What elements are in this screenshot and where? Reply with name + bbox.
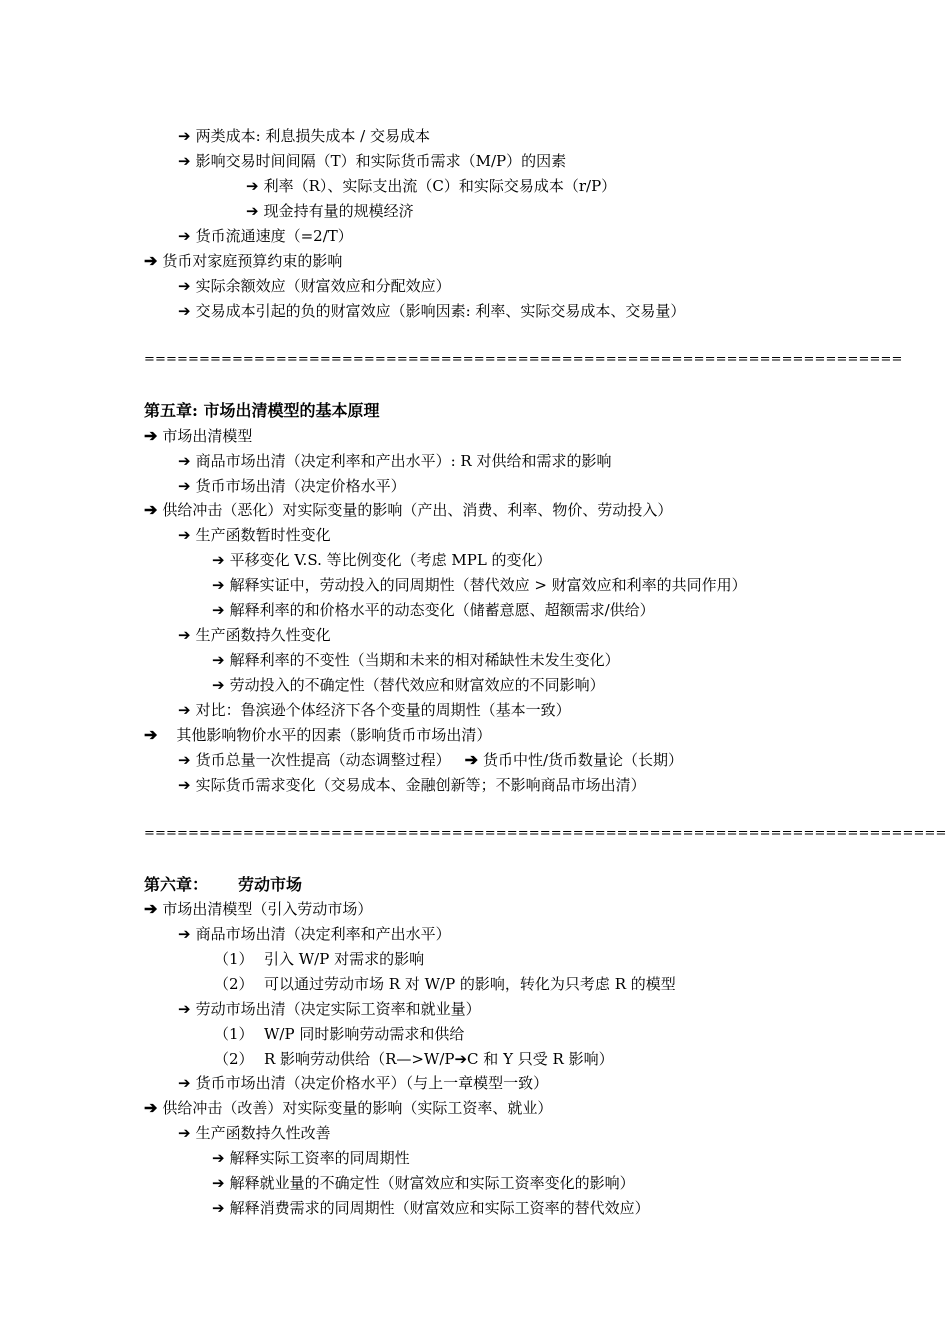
- arrow-icon: ➔: [178, 152, 191, 170]
- line-text: 利率（R）、实际支出流（C）和实际交易成本（r/P）: [263, 177, 617, 195]
- line-text: 现金持有量的规模经济: [263, 202, 414, 220]
- line-text: 货币市场出清（决定价格水平）: [195, 477, 406, 495]
- line-text: 劳动投入的不确定性（替代效应和财富效应的不同影响）: [229, 676, 605, 694]
- line-text: 解释消费需求的同周期性（财富效应和实际工资率的替代效应）: [229, 1199, 650, 1217]
- separator: =========================================================================: [144, 826, 947, 841]
- line-text: 市场出清模型（引入劳动市场）: [162, 900, 373, 918]
- arrow-icon: ➔: [178, 1124, 191, 1142]
- line-text: 生产函数暂时性变化: [195, 526, 331, 544]
- line-text: 解释实证中，劳动投入的同周期性（替代效应 > 财富效应和利率的共同作用）: [229, 576, 747, 594]
- arrow-icon: ➔: [212, 1199, 225, 1217]
- line: [178, 1073, 548, 1093]
- arrow-icon: ➔: [144, 251, 158, 270]
- line: [144, 1098, 552, 1118]
- line-text: W/P 同时影响劳动需求和供给: [264, 1025, 465, 1043]
- line: [144, 500, 672, 520]
- line-text: 商品市场出清（决定利率和产出水平）: [195, 925, 451, 943]
- arrow-icon: ➔: [246, 177, 259, 195]
- arrow-icon: ➔: [212, 601, 225, 619]
- line-text: 实际货币需求变化（交易成本、金融创新等；不影响商品市场出清）: [195, 776, 646, 794]
- arrow-icon: ➔: [464, 750, 478, 769]
- line: [144, 426, 252, 446]
- line: [178, 151, 566, 171]
- line: [178, 775, 646, 795]
- arrow-icon: ➔: [212, 551, 225, 569]
- line: [178, 476, 406, 496]
- line: [212, 550, 552, 570]
- arrow-icon: ➔: [144, 1098, 158, 1117]
- chapter-title: 第五章: 市场出清模型的基本原理: [144, 401, 380, 420]
- line: [178, 924, 451, 944]
- line: [212, 1148, 410, 1168]
- line-text: 解释实际工资率的同周期性: [229, 1149, 410, 1167]
- chapter-title: [144, 875, 302, 895]
- arrow-icon: ➔: [212, 1174, 225, 1192]
- arrow-icon: ➔: [212, 651, 225, 669]
- line-text: 市场出清模型: [162, 427, 253, 445]
- line-text: 可以通过劳动市场 R 对 W/P 的影响，转化为只考虑 R 的模型: [264, 975, 676, 993]
- line: [178, 126, 430, 146]
- line-text: 交易成本引起的负的财富效应（影响因素: 利率、实际交易成本、交易量）: [195, 302, 686, 320]
- separator: =====================================================================: [144, 352, 903, 367]
- line: [212, 1198, 650, 1218]
- line: [144, 251, 342, 271]
- line: [212, 575, 747, 595]
- line: [144, 725, 491, 745]
- arrow-icon: ➔: [212, 1149, 225, 1167]
- arrow-icon: ➔: [178, 925, 191, 943]
- list-number: （2）: [214, 975, 254, 993]
- line-text: 影响交易时间间隔（T）和实际货币需求（M/P）的因素: [195, 152, 567, 170]
- line: [212, 1173, 635, 1193]
- line-text: 货币对家庭预算约束的影响: [162, 252, 343, 270]
- line: [212, 600, 655, 620]
- line: [178, 1123, 331, 1143]
- line-text: 供给冲击（恶化）对实际变量的影响（产出、消费、利率、物价、劳动投入）: [162, 501, 673, 519]
- line-text: 货币流通速度（=2/T）: [195, 227, 353, 245]
- line-text: 商品市场出清（决定利率和产出水平）: R 对供给和需求的影响: [195, 452, 612, 470]
- arrow-icon: ➔: [212, 676, 225, 694]
- line-text: 解释利率的和价格水平的动态变化（储蓄意愿、超额需求/供给）: [229, 601, 655, 619]
- line: [178, 276, 451, 296]
- arrow-icon: ➔: [144, 426, 158, 445]
- line-text: 其他影响物价水平的因素（影响货币市场出清）: [176, 726, 492, 744]
- line: [246, 176, 616, 196]
- line-text: 劳动市场出清（决定实际工资率和就业量）: [195, 1000, 481, 1018]
- line: [178, 525, 331, 545]
- line: [246, 201, 414, 221]
- line: [178, 301, 685, 321]
- line-text: 生产函数持久性变化: [195, 626, 331, 644]
- line: [178, 750, 683, 770]
- arrow-icon: ➔: [178, 227, 191, 245]
- line: [214, 1049, 614, 1069]
- line: [178, 999, 481, 1019]
- list-number: （1）: [214, 950, 254, 968]
- line-text: 货币市场出清（决定价格水平）（与上一章模型一致）: [195, 1074, 549, 1092]
- arrow-icon: ➔: [178, 127, 191, 145]
- arrow-icon: ➔: [178, 1000, 191, 1018]
- line-text: 解释就业量的不确定性（财富效应和实际工资率变化的影响）: [229, 1174, 635, 1192]
- arrow-icon: ➔: [178, 452, 191, 470]
- line-text: R 影响劳动供给（R—>W/P➔C 和 Y 只受 R 影响）: [264, 1050, 614, 1068]
- arrow-icon: ➔: [212, 576, 225, 594]
- chapter-title-label: 第六章：: [144, 875, 209, 894]
- arrow-icon: ➔: [178, 477, 191, 495]
- arrow-icon: ➔: [178, 626, 191, 644]
- arrow-icon: ➔: [178, 701, 191, 719]
- arrow-icon: ➔: [144, 500, 158, 519]
- arrow-icon: ➔: [178, 526, 191, 544]
- arrow-icon: ➔: [144, 725, 158, 744]
- line: [214, 974, 676, 994]
- line-text: 供给冲击（改善）对实际变量的影响（实际工资率、就业）: [162, 1099, 553, 1117]
- line: [214, 1024, 464, 1044]
- arrow-icon: ➔: [178, 1074, 191, 1092]
- arrow-icon: ➔: [178, 277, 191, 295]
- list-number: （2）: [214, 1050, 254, 1068]
- arrow-icon: ➔: [246, 202, 259, 220]
- line-text: 两类成本: 利息损失成本 / 交易成本: [195, 127, 430, 145]
- list-number: （1）: [214, 1025, 254, 1043]
- arrow-icon: ➔: [178, 776, 191, 794]
- line-text: 解释利率的不变性（当期和未来的相对稀缺性未发生变化）: [229, 651, 620, 669]
- line-text: 实际余额效应（财富效应和分配效应）: [195, 277, 451, 295]
- line-text: 平移变化 V.S. 等比例变化（考虑 MPL 的变化）: [229, 551, 552, 569]
- line: [212, 650, 620, 670]
- line: [212, 675, 605, 695]
- line: [178, 625, 331, 645]
- line-text: 对比：鲁滨逊个体经济下各个变量的周期性（基本一致）: [195, 701, 571, 719]
- line: [214, 949, 424, 969]
- line: [178, 226, 353, 246]
- line: [144, 899, 372, 919]
- arrow-icon: ➔: [144, 899, 158, 918]
- line-text: 引入 W/P 对需求的影响: [264, 950, 425, 968]
- line-text: 生产函数持久性改善: [195, 1124, 331, 1142]
- line: [178, 451, 611, 471]
- line: [178, 700, 571, 720]
- chapter-title-sub: 劳动市场: [238, 875, 303, 894]
- arrow-icon: ➔: [178, 751, 191, 769]
- line-text: 货币总量一次性提高（动态调整过程）: [195, 751, 451, 769]
- line-text: 货币中性/货币数量论（长期）: [483, 751, 684, 769]
- arrow-icon: ➔: [178, 302, 191, 320]
